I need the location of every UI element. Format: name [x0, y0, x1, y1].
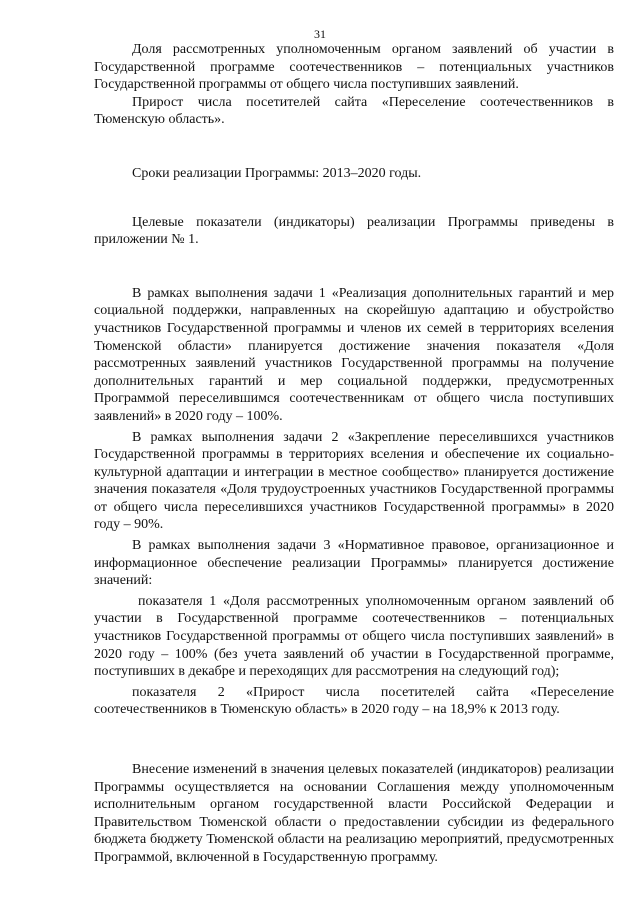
paragraph-task-3-indicator-1: показателя 1 «Доля рассмотренных уполномоченным органом заявлений об участии в Государственной программе соотечественников – потенциальных участников Государственной программы от общего числа поступивших заявлений» в 2020 году – 100% (без учета заявлений об участии в Государственной программе, поступивших в декабре и переходящих для рассмотрения на следующий год);	[94, 593, 614, 680]
page-number: 31	[314, 27, 326, 41]
paragraph-task-3-indicator-2: показателя 2 «Прирост числа посетителей сайта «Переселение соотечественников в Тюменскую область» в 2020 году – на 18,9% к 2013 году.	[94, 684, 614, 718]
paragraph-task-2: В рамках выполнения задачи 2 «Закрепление переселившихся участников Государственной программы в территориях вселения и обеспечение их социально-культурной адаптации и интеграции в местное сообщество» планируется достижение значения показателя «Доля трудоустроенных участников Государственной программы от общего числа переселившихся участников Государственной программы» в 2020 году – 90%.	[94, 429, 614, 533]
paragraph-indicator-changes: Внесение изменений в значения целевых показателей (индикаторов) реализации Программы осуществляется на основании Соглашения между уполномоченным исполнительным органом государственной власти Российской Федерации и Правительством Тюменской области о предоставлении субсидии из федерального бюджета бюджету Тюменской области на реализацию мероприятий, предусмотренных Программой, включенной в Государственную программу.	[94, 762, 614, 865]
document-body	[94, 41, 614, 867]
paragraph-task-3: В рамках выполнения задачи 3 «Нормативное правовое, организационное и информационное обеспечение реализации Программы» планируется достижение значений:	[94, 538, 614, 589]
paragraph-implementation-period: Сроки реализации Программы: 2013–2020 годы.	[132, 165, 422, 181]
paragraph-indicator-site-visitors: Прирост числа посетителей сайта «Переселение соотечественников в Тюменскую область».	[94, 94, 614, 128]
paragraph-indicator-applications-share: Доля рассмотренных уполномоченным органом заявлений об участии в Государственной программе соотечественников – потенциальных участников Государственной программы от общего числа поступивших заявлений.	[94, 42, 614, 93]
paragraph-target-indicators-reference: Целевые показатели (индикаторы) реализации Программы приведены в приложении № 1.	[94, 214, 614, 248]
paragraph-task-1: В рамках выполнения задачи 1 «Реализация дополнительных гарантий и мер социальной поддержки, направленных на скорейшую адаптацию и обустройство участников Государственной программы и членов их семей в территориях вселения Тюменской области» планируется достижение значения показателя «Доля рассмотренных заявлений участников Государственной программы на получение дополнительных гарантий и мер социальной поддержки, предусмотренных Программой переселившимся соотечественникам от общего числа поступивших заявлений» в 2020 году – 100%.	[94, 285, 614, 424]
